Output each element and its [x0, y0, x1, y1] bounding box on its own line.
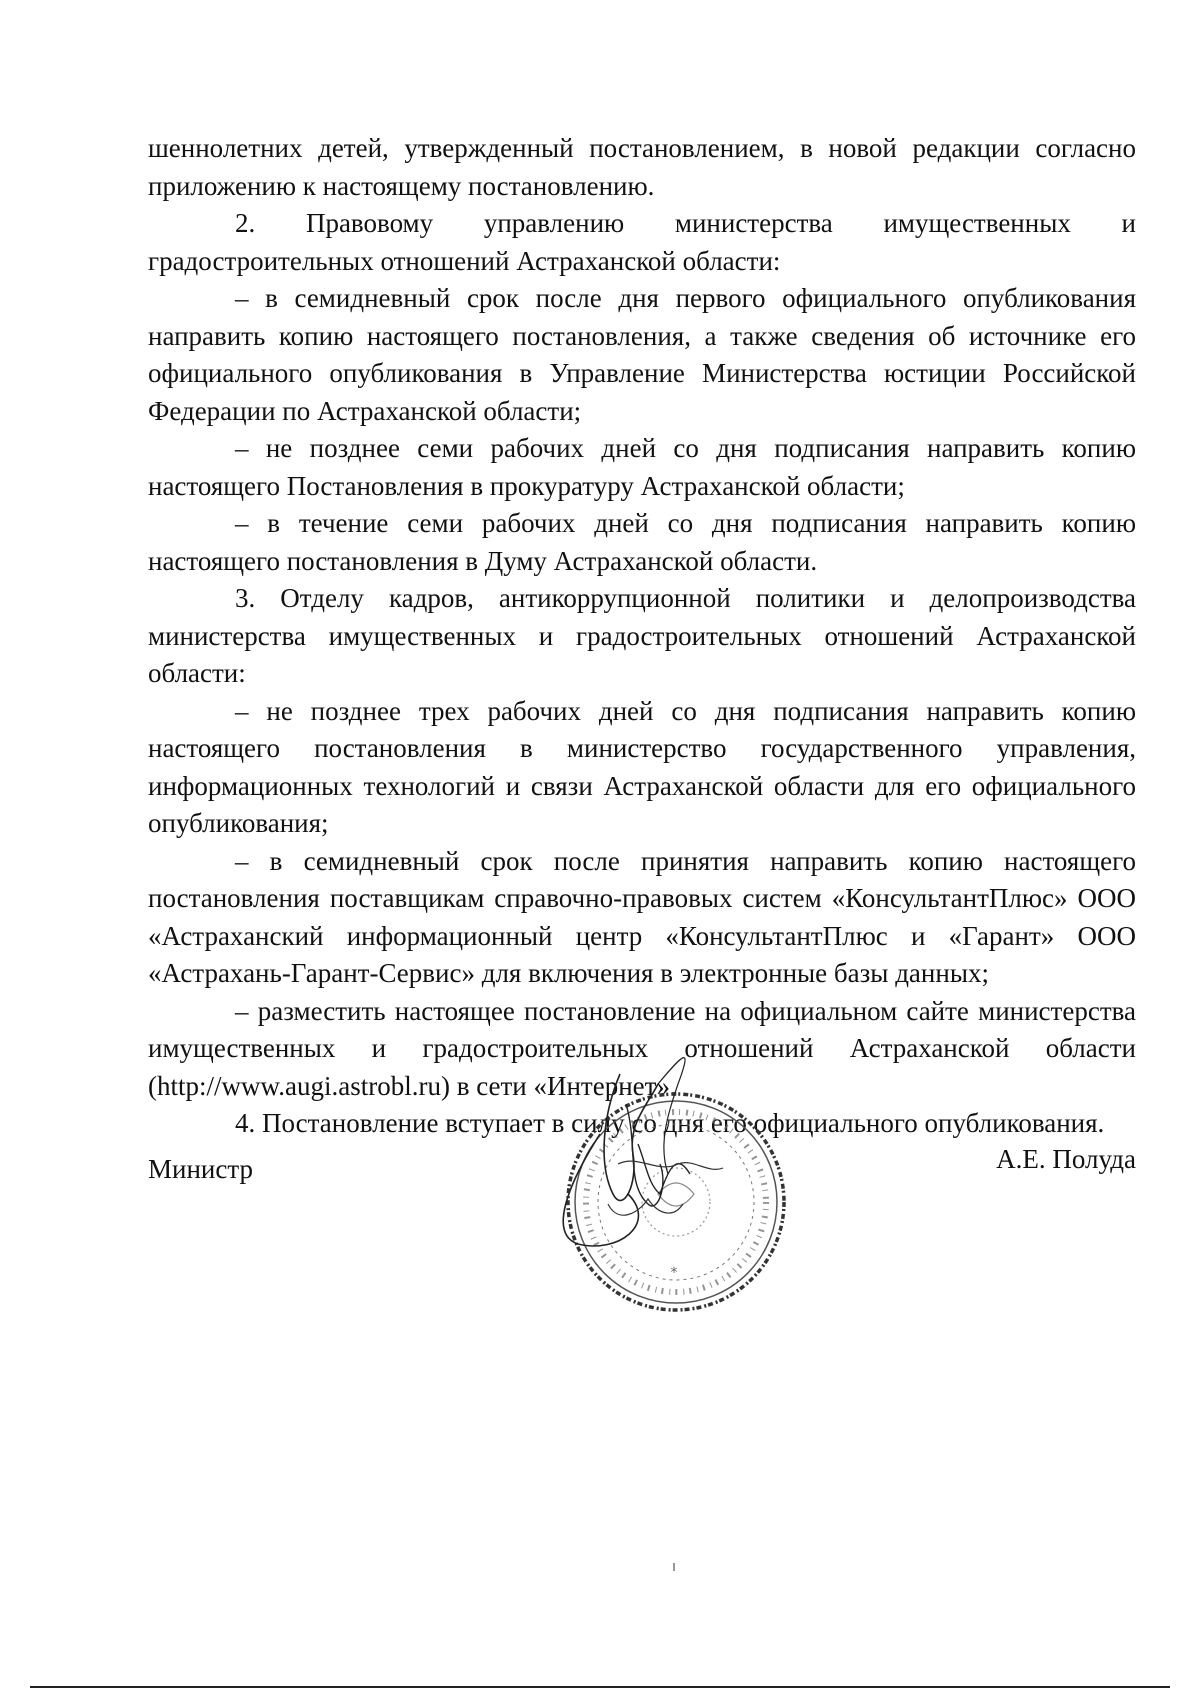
paragraph-item-2-sub-3: – в течение семи рабочих дней со дня подписания направить копию настоящего постановления в Думу Астраханской области.	[148, 508, 1136, 576]
paragraph-item-3: 3. Отделу кадров, антикоррупционной политики и делопроизводства министерства имущественных и градостроительных отношений Астраханской области:	[148, 583, 1136, 688]
paragraph-item-4: 4. Постановление вступает в силу со дня его официального опубликования.	[235, 1108, 1105, 1138]
scan-speck	[673, 1563, 675, 1571]
paragraph-item-3-sub-2: – в семидневный срок после принятия направить копию настоящего постановления поставщикам справочно-правовых систем «КонсультантПлюс» ООО «Астраханский информационный центр «КонсультантПлюс и «Гарант» ООО «Астрахань-Гарант-Сервис» для включения в электронные базы данных;	[148, 845, 1136, 988]
paragraph-item-2: 2. Правовому управлению министерства имущественных и градостроительных отношений Астраханской области:	[148, 208, 1136, 276]
official-seal-icon	[508, 1044, 808, 1344]
paragraph-item-2-sub-1: – в семидневный срок после дня первого официального опубликования направить копию настоящего постановления, а также сведения об источнике его официального опубликования в Управление Министерства юстиции Российской Федерации по Астраханской области;	[148, 283, 1136, 426]
svg-text:*: *	[670, 1265, 678, 1281]
paragraph-item-2-sub-2: – не позднее семи рабочих дней со дня подписания направить копию настоящего Постановления в прокуратуру Астраханской области;	[148, 433, 1136, 501]
page-bottom-rule	[30, 1686, 1170, 1688]
signatory-title: Министр	[148, 1154, 253, 1184]
paragraph-item-3-sub-3: – разместить настоящее постановление на официальном сайте министерства имущественных и градостроительных отношений Астраханской области (http://www.augi.astrobl.ru) в сети «Интернет».	[148, 995, 1136, 1101]
paragraph-item-3-sub-1: – не позднее трех рабочих дней со дня подписания направить копию настоящего постановления в министерство государственного управления, информационных технологий и связи Астраханской области для его официального опубликования;	[148, 695, 1136, 838]
paragraph-continuation: шеннолетних детей, утвержденный постановлением, в новой редакции согласно приложению к настоящему постановлению.	[148, 133, 1136, 201]
document-body	[148, 130, 1136, 1143]
signature-block	[148, 1044, 1136, 1344]
seal-signature-graphic	[508, 1044, 808, 1344]
signatory-name: А.Е. Полуда	[996, 1144, 1136, 1174]
